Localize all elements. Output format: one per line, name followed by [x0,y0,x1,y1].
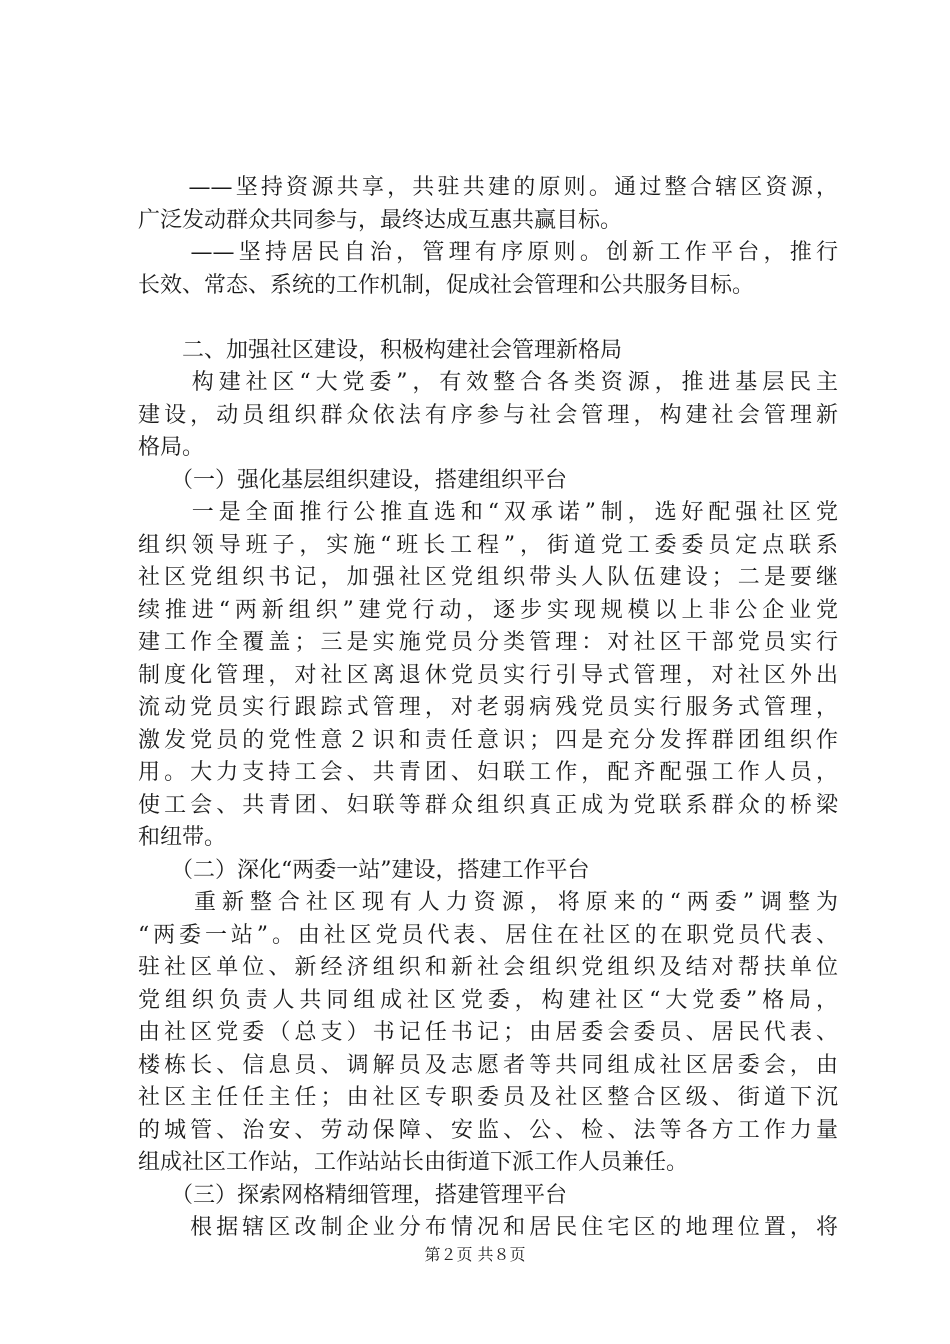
text-line: 的城管、治安、劳动保障、安监、公、检、法等各方工作力量 [138,1117,838,1143]
text-line: 一是全面推行公推直选和“双承诺”制，选好配强社区党 [138,500,838,525]
text-line: 流动党员实行跟踪式管理，对老弱病残党员实行服务式管理， [138,695,838,720]
text-line: 长效、常态、系统的工作机制，促成社会管理和公共服务目标。 [138,272,755,298]
text-line: 用。大力支持工会、共青团、妇联工作，配齐配强工作人员， [138,760,838,785]
text-line: 组织领导班子，实施“班长工程”，街道党工委委员定点联系 [138,532,838,558]
page-footer: 第２页 共８页 [424,1245,526,1264]
text-line: 重新整合社区现有人力资源，将原来的“两委”调整为 [138,890,838,915]
text-line: ——坚持资源共享，共驻共建的原则。通过整合辖区资源， [138,175,838,200]
text-line: 由社区党委（总支）书记任书记；由居委会委员、居民代表、 [138,1020,838,1045]
document-body [138,172,838,1245]
text-line: 驻社区单位、新经济组织和新社会组织党组织及结对帮扶单位 [138,955,838,980]
text-line: 使工会、共青团、妇联等群众组织真正成为党联系群众的桥梁 [138,792,838,818]
text-line: 党组织负责人共同组成社区党委，构建社区“大党委”格局， [138,987,838,1013]
text-line: （二）深化“两委一站”建设，搭建工作平台 [138,857,590,883]
text-line: 组成社区工作站，工作站站长由街道下派工作人员兼任。 [138,1150,689,1175]
text-line: 根据辖区改制企业分布情况和居民住宅区的地理位置，将 [138,1215,838,1240]
text-line: 格局。 [138,435,205,460]
text-line: 和纽带。 [138,825,227,850]
text-line: （一）强化基层组织建设，搭建组织平台 [138,467,568,493]
text-line: 构建社区“大党委”，有效整合各类资源，推进基层民主 [138,370,838,395]
text-line: 社区主任任主任；由社区专职委员及社区整合区级、街道下沉 [138,1085,838,1110]
text-line: （三）探索网格精细管理，搭建管理平台 [138,1182,568,1208]
paragraph-gap [138,302,838,335]
text-line: ——坚持居民自治，管理有序原则。创新工作平台，推行 [138,240,838,265]
text-line: 建工作全覆盖；三是实施党员分类管理：对社区干部党员实行 [138,630,838,655]
text-line: 建设，动员组织群众依法有序参与社会管理，构建社会管理新 [138,402,838,428]
text-line: 广泛发动群众共同参与，最终达成互惠共赢目标。 [138,207,623,233]
text-line: 制度化管理，对社区离退休党员实行引导式管理，对社区外出 [138,662,838,688]
text-line: 续推进“两新组织”建党行动，逐步实现规模以上非公企业党 [138,597,838,623]
text-line: 社区党组织书记，加强社区党组织带头人队伍建设；二是要继 [138,565,838,590]
text-line: 楼栋长、信息员、调解员及志愿者等共同组成社区居委会，由 [138,1052,838,1078]
text-line: 二、加强社区建设，积极构建社会管理新格局 [138,337,623,363]
text-line: “两委一站”。由社区党员代表、居住在社区的在职党员代表、 [138,922,838,948]
text-line: 激发党员的党性意２识和责任意识；四是充分发挥群团组织作 [138,727,838,753]
